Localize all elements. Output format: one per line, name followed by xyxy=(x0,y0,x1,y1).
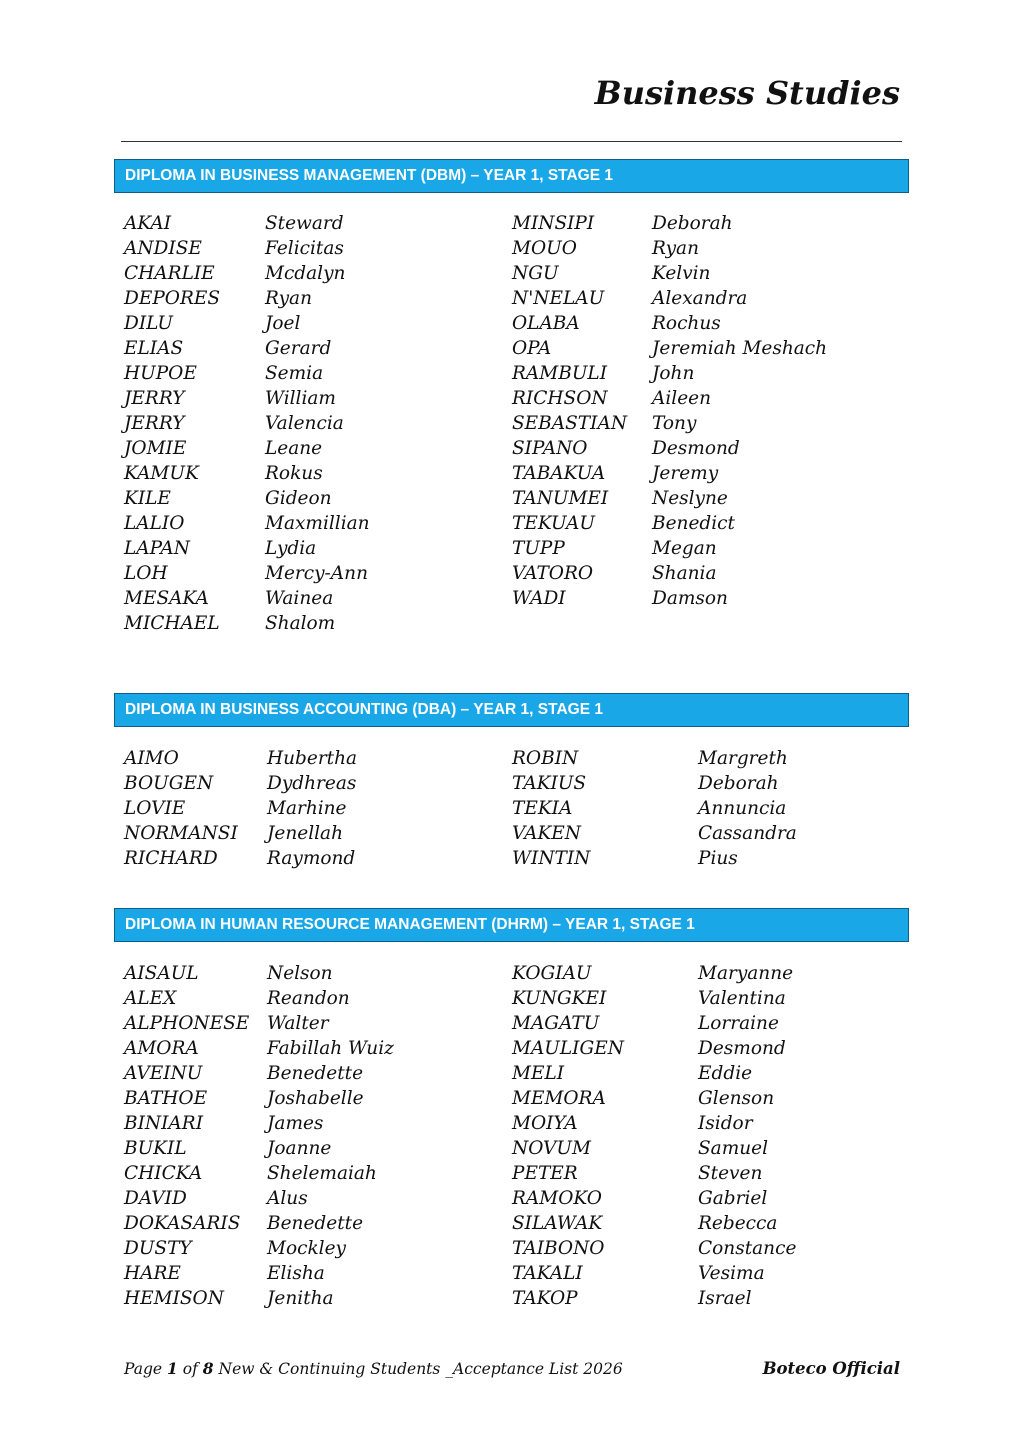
section-header-dba: DIPLOMA IN BUSINESS ACCOUNTING (DBA) – YEAR 1, STAGE 1 xyxy=(114,693,909,727)
student-surname: MOUO xyxy=(512,238,577,259)
section-header-dhrm: DIPLOMA IN HUMAN RESOURCE MANAGEMENT (DHRM) – YEAR 1, STAGE 1 xyxy=(114,908,909,942)
student-given-name: Steven xyxy=(698,1163,763,1184)
student-given-name: Maxmillian xyxy=(265,513,370,534)
student-given-name: Alexandra xyxy=(652,288,748,309)
student-surname: SEBASTIAN xyxy=(512,413,628,434)
student-surname: TAIBONO xyxy=(512,1238,605,1259)
student-surname: ANDISE xyxy=(124,238,202,259)
student-surname: RICHSON xyxy=(512,388,608,409)
student-surname: DEPORES xyxy=(124,288,221,309)
student-surname: LALIO xyxy=(124,513,185,534)
student-given-name: Jenitha xyxy=(267,1288,334,1309)
section-header-dbm: DIPLOMA IN BUSINESS MANAGEMENT (DBM) – YEAR 1, STAGE 1 xyxy=(114,159,909,193)
student-given-name: Gideon xyxy=(265,488,332,509)
student-given-name: Desmond xyxy=(652,438,740,459)
student-given-name: William xyxy=(265,388,336,409)
student-given-name: Deborah xyxy=(698,773,779,794)
student-surname: MESAKA xyxy=(124,588,209,609)
student-given-name: Walter xyxy=(267,1013,329,1034)
student-given-name: Jenellah xyxy=(267,823,344,844)
student-surname: VAKEN xyxy=(512,823,581,844)
student-given-name: Felicitas xyxy=(265,238,344,259)
student-surname: BATHOE xyxy=(124,1088,208,1109)
student-given-name: Kelvin xyxy=(652,263,711,284)
student-given-name: Fabillah Wuiz xyxy=(267,1038,394,1059)
student-given-name: Aileen xyxy=(652,388,712,409)
student-surname: TANUMEI xyxy=(512,488,609,509)
student-given-name: Annuncia xyxy=(698,798,787,819)
student-given-name: Tony xyxy=(652,413,697,434)
student-given-name: Rebecca xyxy=(698,1213,778,1234)
student-surname: MAULIGEN xyxy=(512,1038,624,1059)
student-surname: TUPP xyxy=(512,538,565,559)
student-given-name: Benedict xyxy=(652,513,735,534)
student-given-name: Mercy-Ann xyxy=(265,563,368,584)
student-surname: ELIAS xyxy=(124,338,184,359)
student-surname: DUSTY xyxy=(124,1238,192,1259)
student-surname: RICHARD xyxy=(124,848,218,869)
student-surname: DAVID xyxy=(124,1188,187,1209)
student-surname: DOKASARIS xyxy=(124,1213,241,1234)
student-given-name: John xyxy=(652,363,695,384)
student-given-name: Desmond xyxy=(698,1038,786,1059)
student-surname: MINSIPI xyxy=(512,213,595,234)
student-surname: AVEINU xyxy=(124,1063,203,1084)
student-surname: AMORA xyxy=(124,1038,199,1059)
student-given-name: Alus xyxy=(267,1188,308,1209)
student-given-name: Elisha xyxy=(267,1263,325,1284)
title-divider xyxy=(121,141,902,142)
student-given-name: Neslyne xyxy=(652,488,728,509)
student-given-name: Megan xyxy=(652,538,717,559)
student-surname: ROBIN xyxy=(512,748,579,769)
student-given-name: Hubertha xyxy=(267,748,358,769)
student-given-name: Raymond xyxy=(267,848,356,869)
student-surname: ALEX xyxy=(124,988,177,1009)
student-given-name: Valentina xyxy=(698,988,786,1009)
student-surname: TABAKUA xyxy=(512,463,606,484)
student-surname: JERRY xyxy=(124,413,185,434)
student-surname: BOUGEN xyxy=(124,773,214,794)
student-given-name: Benedette xyxy=(267,1213,364,1234)
student-surname: CHARLIE xyxy=(124,263,215,284)
student-surname: TAKIUS xyxy=(512,773,587,794)
student-given-name: Jeremy xyxy=(652,463,719,484)
student-given-name: Vesima xyxy=(698,1263,765,1284)
student-given-name: Joel xyxy=(265,313,301,334)
student-given-name: Reandon xyxy=(267,988,350,1009)
student-surname: NORMANSI xyxy=(124,823,238,844)
student-surname: KILE xyxy=(124,488,171,509)
student-given-name: Joshabelle xyxy=(267,1088,364,1109)
student-surname: JOMIE xyxy=(124,438,187,459)
student-given-name: Steward xyxy=(265,213,344,234)
student-given-name: Benedette xyxy=(267,1063,364,1084)
student-surname: SIPANO xyxy=(512,438,588,459)
student-surname: RAMBULI xyxy=(512,363,608,384)
student-surname: RAMOKO xyxy=(512,1188,602,1209)
student-given-name: Wainea xyxy=(265,588,334,609)
student-given-name: Israel xyxy=(698,1288,752,1309)
student-given-name: Gerard xyxy=(265,338,332,359)
student-surname: NOVUM xyxy=(512,1138,591,1159)
footer-page-word: Page xyxy=(124,1360,163,1378)
student-surname: OLABA xyxy=(512,313,580,334)
student-surname: TEKUAU xyxy=(512,513,595,534)
student-surname: AISAUL xyxy=(124,963,199,984)
student-given-name: Rochus xyxy=(652,313,721,334)
student-surname: MOIYA xyxy=(512,1113,578,1134)
student-surname: WADI xyxy=(512,588,566,609)
footer-page-total: 8 xyxy=(202,1359,214,1378)
student-surname: PETER xyxy=(512,1163,578,1184)
student-given-name: Joanne xyxy=(267,1138,332,1159)
student-given-name: Mcdalyn xyxy=(265,263,346,284)
student-given-name: Dydhreas xyxy=(267,773,357,794)
student-surname: TEKIA xyxy=(512,798,573,819)
student-given-name: Lorraine xyxy=(698,1013,779,1034)
student-given-name: Valencia xyxy=(265,413,344,434)
student-surname: LOH xyxy=(124,563,168,584)
student-surname: LOVIE xyxy=(124,798,186,819)
student-given-name: Ryan xyxy=(652,238,699,259)
student-given-name: Cassandra xyxy=(698,823,797,844)
student-given-name: Mockley xyxy=(267,1238,346,1259)
student-given-name: Marhine xyxy=(267,798,347,819)
student-given-name: James xyxy=(267,1113,324,1134)
footer-page-current: 1 xyxy=(167,1359,178,1378)
student-surname: AKAI xyxy=(124,213,172,234)
footer-publisher: Boteco Official xyxy=(762,1359,900,1378)
student-given-name: Damson xyxy=(652,588,728,609)
student-surname: OPA xyxy=(512,338,552,359)
student-given-name: Gabriel xyxy=(698,1188,768,1209)
student-surname: MICHAEL xyxy=(124,613,220,634)
student-surname: MAGATU xyxy=(512,1013,600,1034)
student-given-name: Shalom xyxy=(265,613,336,634)
student-given-name: Pius xyxy=(698,848,738,869)
student-given-name: Deborah xyxy=(652,213,733,234)
student-surname: BUKIL xyxy=(124,1138,187,1159)
student-surname: CHICKA xyxy=(124,1163,203,1184)
student-surname: MELI xyxy=(512,1063,565,1084)
student-surname: ALPHONESE xyxy=(124,1013,250,1034)
student-given-name: Eddie xyxy=(698,1063,753,1084)
student-surname: MEMORA xyxy=(512,1088,606,1109)
student-given-name: Constance xyxy=(698,1238,797,1259)
student-given-name: Samuel xyxy=(698,1138,769,1159)
student-given-name: Maryanne xyxy=(698,963,794,984)
student-surname: WINTIN xyxy=(512,848,591,869)
student-surname: AIMO xyxy=(124,748,179,769)
student-surname: LAPAN xyxy=(124,538,190,559)
student-surname: TAKALI xyxy=(512,1263,583,1284)
student-surname: SILAWAK xyxy=(512,1213,603,1234)
student-surname: NGU xyxy=(512,263,559,284)
student-given-name: Rokus xyxy=(265,463,323,484)
student-surname: KOGIAU xyxy=(512,963,592,984)
student-surname: DILU xyxy=(124,313,174,334)
student-surname: HEMISON xyxy=(124,1288,224,1309)
student-given-name: Jeremiah Meshach xyxy=(652,338,828,359)
page-title: Business Studies xyxy=(594,74,900,112)
student-surname: KAMUK xyxy=(124,463,199,484)
student-given-name: Leane xyxy=(265,438,323,459)
student-given-name: Nelson xyxy=(267,963,333,984)
student-given-name: Shelemaiah xyxy=(267,1163,377,1184)
student-given-name: Glenson xyxy=(698,1088,775,1109)
student-surname: VATORO xyxy=(512,563,594,584)
student-given-name: Shania xyxy=(652,563,717,584)
student-surname: TAKOP xyxy=(512,1288,578,1309)
student-surname: HARE xyxy=(124,1263,181,1284)
student-given-name: Isidor xyxy=(698,1113,753,1134)
footer-of-word: of xyxy=(182,1360,198,1378)
footer-page-info xyxy=(124,1359,623,1378)
student-surname: BINIARI xyxy=(124,1113,203,1134)
student-surname: JERRY xyxy=(124,388,185,409)
student-surname: HUPOE xyxy=(124,363,197,384)
student-given-name: Ryan xyxy=(265,288,312,309)
student-surname: N'NELAU xyxy=(512,288,605,309)
student-given-name: Margreth xyxy=(698,748,788,769)
footer-document-title: New & Continuing Students _Acceptance List 2026 xyxy=(218,1360,623,1378)
student-surname: KUNGKEI xyxy=(512,988,607,1009)
student-given-name: Lydia xyxy=(265,538,317,559)
student-given-name: Semia xyxy=(265,363,324,384)
